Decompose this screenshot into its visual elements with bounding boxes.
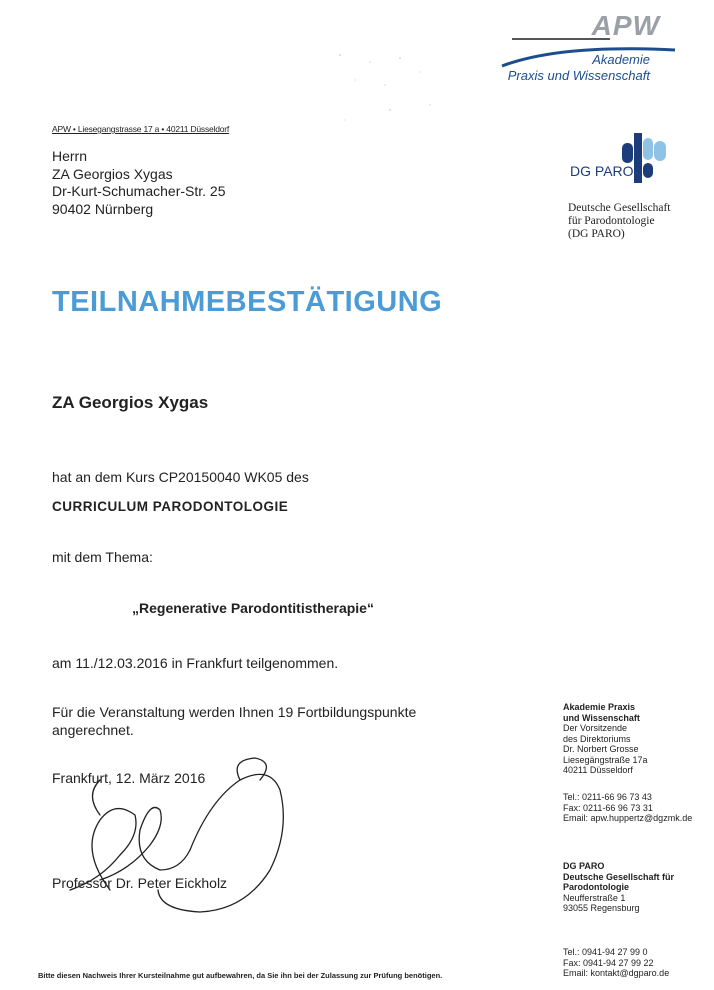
scan-noise xyxy=(330,50,450,130)
dgparo-phone xyxy=(563,947,669,979)
signature xyxy=(40,740,300,920)
apw-subtitle-2: Praxis und Wissenschaft xyxy=(507,68,650,83)
apw-org-line: und Wissenschaft xyxy=(563,712,640,723)
recipient-line: Dr-Kurt-Schumacher-Str. 25 xyxy=(52,183,226,199)
apw-org-line: Akademie Praxis xyxy=(563,702,636,712)
dgparo-org-line: DG PARO xyxy=(563,861,605,871)
sender-address: APW • Liesegangstrasse 17 a • 40211 Düsseldorf xyxy=(52,124,230,134)
dgparo-mark: DG PARO xyxy=(570,163,634,179)
points-statement xyxy=(52,704,472,739)
date-line: am 11./12.03.2016 in Frankfurt teilgenommen. xyxy=(52,655,339,671)
dgparo-org-line: Parodontologie xyxy=(563,882,629,892)
place-and-date: Frankfurt, 12. März 2016 xyxy=(52,770,206,786)
apw-logo xyxy=(500,8,700,88)
footer-note: Bitte diesen Nachweis Ihrer Kursteilnahme gut aufbewahren, da Sie ihn bei der Zulassung zur Prüfung benötigen. xyxy=(38,971,443,980)
dgparo-contact xyxy=(563,861,674,914)
recipient-line: Herrn xyxy=(52,148,88,164)
theme-label: mit dem Thema: xyxy=(52,549,153,565)
apw-contact-line: des Direktoriums xyxy=(563,733,631,744)
dgparo-description xyxy=(568,202,671,241)
dgparo-desc-line: Deutsche Gesellschaft xyxy=(568,202,671,214)
theme-title: „Regenerative Parodontitistherapie“ xyxy=(132,600,374,616)
apw-phone-line: Tel.: 0211-66 96 73 43 xyxy=(563,792,652,802)
dgparo-logo xyxy=(568,133,688,193)
curriculum-name: CURRICULUM PARODONTOLOGIE xyxy=(52,499,289,514)
apw-contact xyxy=(563,702,648,776)
participant-name: ZA Georgios Xygas xyxy=(52,393,209,412)
dgparo-contact-line: Neufferstraße 1 xyxy=(563,892,626,903)
signer-name: Professor Dr. Peter Eickholz xyxy=(52,875,228,891)
dgparo-org-line: Deutsche Gesellschaft für xyxy=(563,871,675,882)
dgparo-desc-line: für Parodontologie xyxy=(568,215,655,227)
points-line: angerechnet. xyxy=(52,721,134,738)
apw-fax-line: Fax: 0211-66 96 73 31 xyxy=(563,802,653,813)
document-title: TEILNAHMEBESTÄTIGUNG xyxy=(52,286,443,318)
dgparo-desc-line: (DG PARO) xyxy=(568,228,625,240)
apw-contact-line: Liesegängstraße 17a xyxy=(563,754,648,765)
apw-phone xyxy=(563,792,692,824)
recipient-address xyxy=(52,148,226,218)
recipient-line: ZA Georgios Xygas xyxy=(52,165,173,182)
dgparo-email-line: Email: kontakt@dgparo.de xyxy=(563,968,670,978)
apw-mark: APW xyxy=(591,10,660,41)
dgparo-contact-line: 93055 Regensburg xyxy=(563,903,640,913)
points-line: Für die Veranstaltung werden Ihnen 19 Fortbildungspunkte xyxy=(52,704,417,720)
dgparo-phone-line: Tel.: 0941-94 27 99 0 xyxy=(563,947,648,957)
apw-contact-line: 40211 Düsseldorf xyxy=(563,765,633,775)
apw-email-line: Email: apw.huppertz@dgzmk.de xyxy=(563,813,693,823)
apw-contact-line: Dr. Norbert Grosse xyxy=(563,744,639,754)
apw-contact-line: Der Vorsitzende xyxy=(563,723,628,733)
recipient-line: 90402 Nürnberg xyxy=(52,200,154,217)
dgparo-fax-line: Fax: 0941-94 27 99 22 xyxy=(563,957,654,968)
dgparo-emblem-icon xyxy=(618,133,668,188)
course-line: hat an dem Kurs CP20150040 WK05 des xyxy=(52,469,309,485)
apw-subtitle-1: Akademie xyxy=(592,52,650,67)
